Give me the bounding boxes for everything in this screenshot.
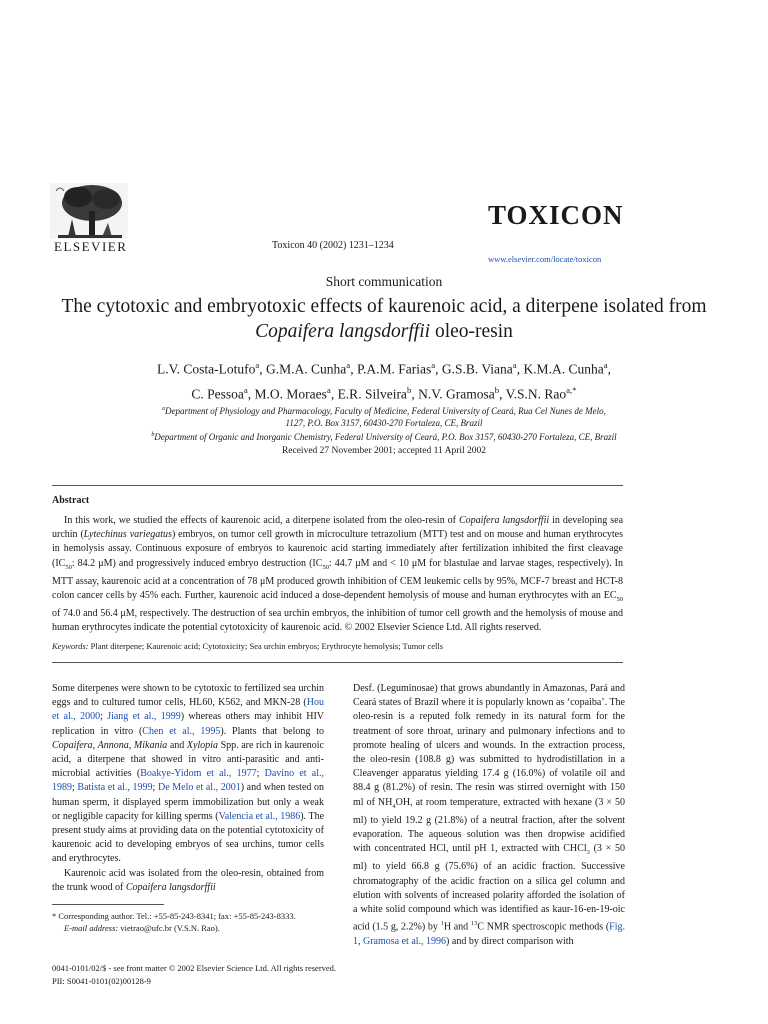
divider-top — [52, 485, 623, 486]
citation-link[interactable]: Boakye-Yidom et al., 1977 — [140, 768, 257, 780]
author-line-1 — [40, 355, 728, 380]
journal-citation: Toxicon 40 (2002) 1231–1234 — [272, 240, 394, 251]
keywords: Keywords: Plant diterpene; Kaurenoic acid; Cytotoxicity; Sea urchin embryos; Erythrocyte hemolysis; Tumor cells — [52, 641, 444, 651]
author-separator: , — [350, 361, 357, 377]
author-separator: , — [435, 361, 442, 377]
footnote-divider — [52, 904, 164, 905]
author-separator: , — [259, 361, 267, 377]
author-separator: , — [247, 386, 255, 401]
citation-link[interactable]: Jiang et al., 1999 — [107, 711, 181, 723]
journal-title: TOXICON — [488, 200, 624, 230]
section-label: Short communication — [325, 274, 443, 289]
affiliation-a: $^a$Department of Physiology and Pharmacology, Faculty of Medicine, Federal University of Ceará, Rua Cel Nunes de Melo, — [162, 406, 606, 416]
author-affiliation-mark: a — [603, 360, 608, 370]
author-name: M.O. Moraes — [254, 386, 327, 401]
author-affiliation-mark: a — [243, 384, 248, 395]
paragraph-methods-cont: Desf. (Leguminosae) that grows abundantly in Amazonas, Pará and Ceará states of Brazil where it is popularly known as ‘copaiba’. The oleo-resin is a reputed folk remedy in its natural form for the treatment of sore throat, urinary and pulmonary infections and to promote healing of ulcers and wounds. In the extraction process, the oleo-resin (108.8 g) was submitted to hydrodistillation in a Cleavenger apparatus yielding 17.4 g (16.0%) of volatile oil and 88.4 g (81.2%) of resin. The resin was stirred overnight with 150 ml of $NH_4OH$, at room temperature, extracted with hexane (3 × 50 ml) to yield 19.2 g (21.8%) of a neutral fraction, after the solvent evaporation. The aqueous solution was then dropwise acidified with concentrated HCl, until pH 1, extracted with CHCl$_3$ (3 × 50 ml) to yield 66.8 g (75.6%) of an acidic fraction. Successive chromatography of the acidic fraction on a silica gel column and elution with solvents of increased polarity afforded the isolation of a white solid compound which was identified as kaur-16-en-19-oic acid (1.5 g, 2.2%) by $^1$H and $^{13}$C NMR spectroscopic methods (Fig. 1, Gramosa et al., 1996) and by direct comparison with — [353, 683, 626, 947]
body-column-right — [353, 682, 625, 949]
author-name: K.M.A. Cunha — [523, 361, 604, 377]
footnotes — [52, 911, 324, 934]
author-affiliation-mark: a,* — [566, 384, 577, 395]
body-column-left — [52, 682, 324, 895]
author-affiliation-mark: a — [255, 360, 260, 370]
citation-link[interactable]: Chen et al., 1995 — [142, 725, 221, 737]
abstract-body: In this work, we studied the effects of kaurenoic acid, a diterpene isolated from the oleo-resin of Copaifera langsdorffii in developing sea urchin (Lytechinus variegatus) embryos, on tumor cell growth in microculture tetrazolium (MTT) test and on mouse and human erythrocytes in hemolysis assay. Continuous exposure of embryos to kaurenoic acid starting immediately after fertilization inhibited the first cleavage ($IC_{50}$: 84.2 μM) and progressively induced embryo destruction ($IC_{50}$: 44.7 μM and < 10 μM for blastulae and larvae stages, respectively). In MTT assay, kaurenoic acid at a concentration of 78 μM produced growth inhibition of CEM leukemic cells by 95%, MCF-7 breast and HCT-8 colon cancer cells by 45% each. Further, kaurenoic acid induced a dose-dependent hemolysis of mouse and human erythrocytes with an $EC_{50}$ of 74.0 and 56.4 μM, respectively. The destruction of sea urchin embryos, the inhibition of tumor cell growth and the hemolysis of mouse and human erythrocytes indicate the potential cytotoxicity of kaurenoic acid. © 2002 Elsevier Science Ltd. All rights reserved. — [52, 515, 624, 634]
author-separator: , — [499, 386, 506, 401]
author-affiliation-mark: b — [494, 384, 500, 395]
citation-link[interactable]: Gramosa et al., 1996 — [363, 935, 447, 947]
article-title: The cytotoxic and embryotoxic effects of kaurenoic acid, a diterpene isolated from Copaifera langsdorffii oleo-resin — [61, 296, 707, 342]
divider-bottom — [52, 662, 623, 663]
paragraph-methods: Kaurenoic acid was isolated from the oleo-resin, obtained from the trunk wood of Copaifera langsdorffii — [52, 867, 324, 893]
citation-link[interactable]: Davino et al., 1989 — [52, 768, 325, 794]
email-note: E-mail address: vietrao@ufc.br (V.S.N. Rao). — [64, 922, 220, 933]
author-line-2 — [40, 380, 728, 405]
citation-link[interactable]: Batista et al., 1999 — [77, 782, 153, 794]
figure-link[interactable]: Fig. 1 — [353, 921, 626, 947]
affiliations — [40, 403, 728, 443]
citation-link[interactable]: De Melo et al., 2001 — [157, 782, 241, 794]
author-name: V.S.N. Rao — [505, 386, 567, 401]
journal-url-link[interactable]: www.elsevier.com/locate/toxicon — [488, 254, 602, 264]
corresponding-author-note: * Corresponding author. Tel.: +55-85-243-8341; fax: +55-85-243-8333. — [52, 911, 296, 921]
author-name: C. Pessoa — [191, 386, 244, 401]
affiliation-a-cont: 1127, P.O. Box 3157, 60430-270 Fortaleza, CE, Brazil — [285, 418, 483, 428]
received-accepted-dates: Received 27 November 2001; accepted 11 April 2002 — [281, 446, 487, 456]
citation-link[interactable]: Hou et al., 2000 — [52, 697, 324, 723]
author-affiliation-mark: a — [431, 360, 436, 370]
author-affiliation-mark: b — [406, 384, 412, 395]
author-affiliation-mark: a — [326, 384, 331, 395]
front-matter — [52, 962, 623, 987]
author-name: G.S.B. Viana — [441, 361, 513, 377]
publisher-name: ELSEVIER — [54, 239, 128, 254]
citation-link[interactable]: Valencia et al., 1986 — [218, 810, 301, 822]
author-list — [40, 355, 728, 404]
author-name: E.R. Silveira — [337, 386, 407, 401]
author-affiliation-mark: a — [346, 360, 351, 370]
author-separator: , — [516, 361, 524, 377]
abstract-heading: Abstract — [52, 495, 90, 506]
author-name: P.A.M. Farias — [356, 361, 432, 377]
pii-line: PII: S0041-0101(02)00128-9 — [52, 975, 151, 986]
paragraph-intro: Some diterpenes were shown to be cytotoxic to fertilized sea urchin eggs and to cultured tumor cells, HL60, K562, and MKN-28 (Hou et al., 2000; Jiang et al., 1999) whereas others may inhibit HIV replication in vitro (Chen et al., 1995). Plants that belong to Copaifera, Annona, Mikania and Xylopia Spp. are rich in kaurenoic acid, a diterpene that showed in vitro anti-parasitic and anti-microbial activities (Boakye-Yidom et al., 1977; Davino et al., 1989; Batista et al., 1999; De Melo et al., 2001) and when tested on human sperm, it displayed sperm immobilization but only a weak or negligible capacity for killing sperms (Valencia et al., 1986). The present study aims at providing data on the potential cytotoxicity of kaurenoic acid to developing embryos of sea urchins, tumor cells and erythrocytes. — [52, 683, 325, 865]
author-separator: , — [330, 386, 338, 401]
affiliation-b: $^b$Department of Organic and Inorganic Chemistry, Federal University of Ceará, P.O. Box 3157, 60430-270 Fortaleza, CE, Brazil — [151, 432, 617, 442]
author-name: N.V. Gramosa — [418, 386, 495, 401]
author-separator: , — [607, 361, 611, 377]
author-separator: , — [411, 386, 419, 401]
copyright-line: 0041-0101/02/$ - see front matter © 2002 Elsevier Science Ltd. All rights reserved. — [52, 963, 337, 973]
author-name: L.V. Costa-Lotufo — [157, 361, 256, 377]
author-affiliation-mark: a — [512, 360, 517, 370]
author-name: G.M.A. Cunha — [266, 361, 347, 377]
